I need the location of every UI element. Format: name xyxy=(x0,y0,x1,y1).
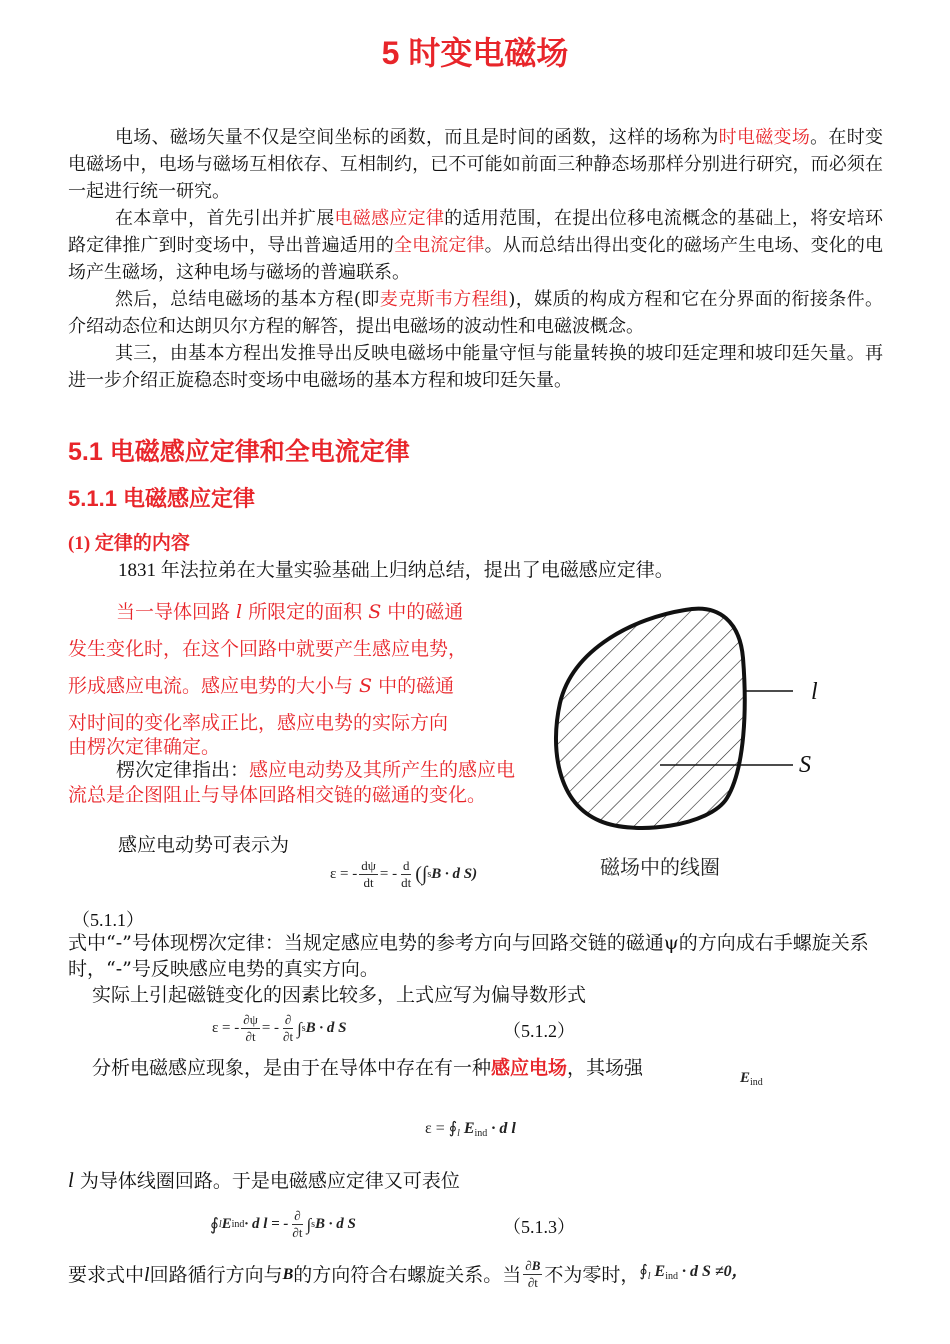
explanation-1: 式中“-”号体现楞次定律：当规定感应电势的参考方向与回路交链的磁通ψ的方向成右手螺旋关系时，“-”号反映感应电势的真实方向。 xyxy=(68,932,869,980)
field-symbol-e-ind: $E_{ind}$ xyxy=(740,1070,763,1088)
equation-5-1-2: ε = - $\frac{\partial\psi}{\partial t}$ = - $\frac{\partial}{\partial t}$ ∫ s B · d S xyxy=(212,1012,347,1044)
coil-figure xyxy=(545,598,835,888)
intro-text xyxy=(68,124,883,394)
intro-paragraph-1: 电场、磁场矢量不仅是空间坐标的函数，而且是时间的函数，这样的场称为时电磁变场。在时变电磁场中，电场与磁场互相依存、互相制约，已不可能如前面三种静态场那样分别进行研究，而必须在一起进行统一研究。 xyxy=(68,127,884,202)
law-line-5: 由楞次定律确定。 xyxy=(68,736,221,758)
equation-number-5-1-3: （5.1.3） xyxy=(503,1217,575,1237)
law-line-3: 形成感应电流。感应电势的大小与 S 中的磁通 xyxy=(68,675,455,697)
law-line-2: 发生变化时，在这个回路中就要产生感应电势， xyxy=(68,638,468,660)
explanation-2: 实际上引起磁链变化的因素比较多，上式应写为偏导数形式 xyxy=(92,984,587,1006)
equation-number-5-1-2: （5.1.2） xyxy=(503,1021,575,1041)
section-heading-5-1-1: 5.1.1 电磁感应定律 xyxy=(68,486,256,511)
final-line: 要求式中 l 回路循行方向与 B 的方向符合右螺旋关系。当 $\frac{\partial B}{\partial t}$ 不为零时， $∮_l$ $E_{ind} \cdot d$ S ≠0， xyxy=(68,1258,748,1290)
label-s: S xyxy=(799,752,811,778)
lenz-law: 楞次定律指出：感应电动势及其所产生的感应电流总是企图阻止与导体回路相交链的磁通的变化。 xyxy=(68,759,516,806)
loop-note: l 为导体线圈回路。于是电磁感应定律又可表位 xyxy=(68,1168,460,1192)
section-heading-5-1: 5.1 电磁感应定律和全电流定律 xyxy=(68,438,410,466)
law-statement xyxy=(68,594,523,742)
intro-paragraph-3: 然后，总结电磁场的基本方程(即麦克斯韦方程组)，媒质的构成方程和它在分界面的衔接条件。介绍动态位和达朗贝尔方程的解答，提出电磁场的波动性和电磁波概念。 xyxy=(68,289,883,337)
equation-number-5-1-1: （5.1.1） xyxy=(72,910,144,930)
law-line-4: 对时间的变化率成正比，感应电势的实际方向 xyxy=(68,712,449,734)
analysis-line: 分析电磁感应现象，是由于在导体中存在有一种感应电场，其场强 xyxy=(92,1057,644,1079)
chapter-title: 5 时变电磁场 xyxy=(381,35,569,71)
figure-caption: 磁场中的线圈 xyxy=(600,857,720,879)
label-l: l xyxy=(811,679,818,705)
faraday-line: 1831 年法拉弟在大量实验基础上归纳总结，提出了电磁感应定律。 xyxy=(118,560,674,581)
coil-region xyxy=(556,609,745,828)
intro-paragraph-4: 其三，由基本方程出发推导出反映电磁场中能量守恒与能量转换的坡印廷定理和坡印廷矢量。再进一步介绍正旋稳态时变场中电磁场的基本方程和坡印廷矢量。 xyxy=(68,343,883,391)
equation-emf-loop: $\varepsilon = ∮_l$ $E_{ind} \cdot d$ l xyxy=(425,1120,516,1139)
subsection-heading: (1) 定律的内容 xyxy=(68,533,190,554)
intro-paragraph-2: 在本章中，首先引出并扩展电磁感应定律的适用范围，在提出位移电流概念的基础上，将安培环路定律推广到时变场中，导出普遍适用的全电流定律。从而总结出得出变化的磁场产生电场、变化的电场产生磁场，这种电场与磁场的普遍联系。 xyxy=(68,208,884,283)
equation-5-1-1: ε = - $\frac{d\psi}{dt}$ = - $\frac{d}{dt}$ (∫ s B · d S) xyxy=(330,858,478,890)
equation-5-1-3: ∮ l E ind · d l = - $\frac{\partial}{\partial t}$ ∫ s B · d S xyxy=(210,1208,356,1240)
law-line-1: 当一导体回路 l 所限定的面积 S 中的磁通 xyxy=(116,601,464,623)
emf-intro: 感应电动势可表示为 xyxy=(118,834,290,856)
